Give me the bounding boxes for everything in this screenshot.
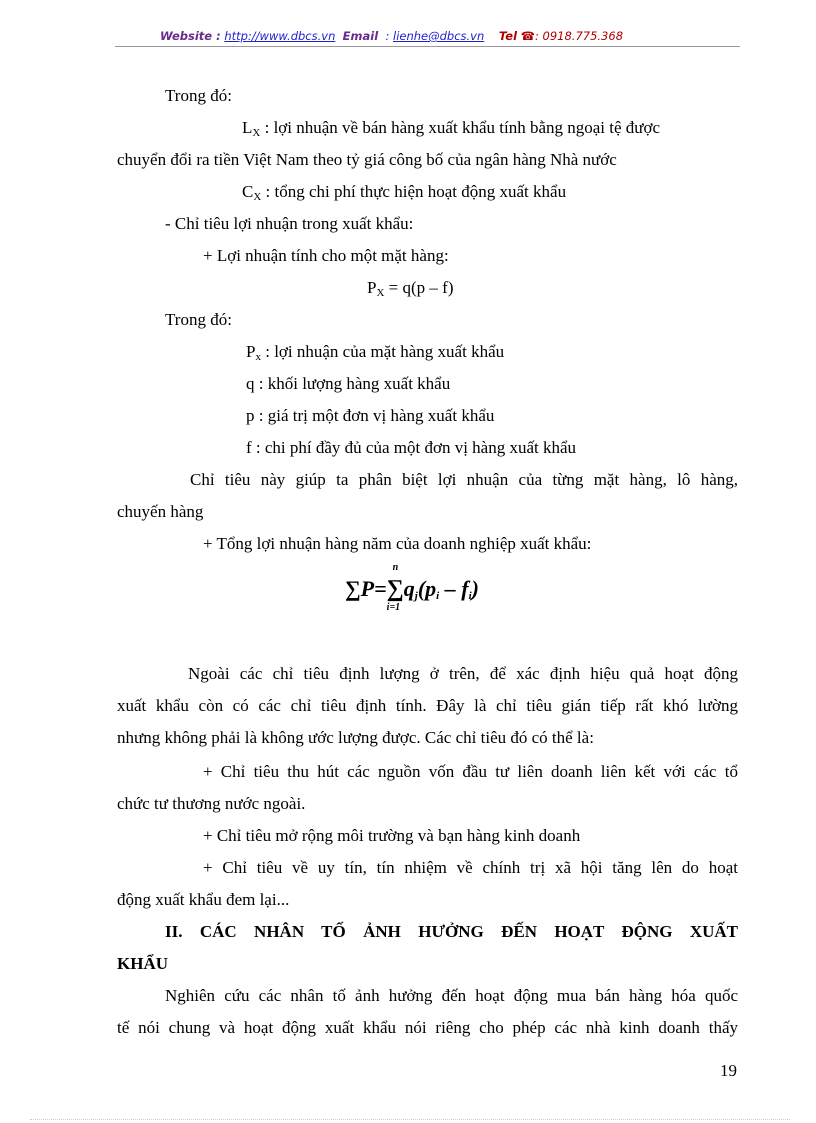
item3-line2: động xuất khẩu đem lại... [117,890,290,909]
para2-line1: Ngoài các chỉ tiêu định lượng ở trên, để xác định hiệu quả hoạt động [188,664,738,683]
lx-text: : lợi nhuận về bán hàng xuất khẩu tính bằng ngoại tệ được [260,118,661,137]
cx-subscript: X [253,191,262,203]
page-header [160,29,623,43]
sum-formula-q-sub: j [414,590,418,602]
px-formula-rhs: = q(p – f) [384,278,454,297]
cx-symbol: C [242,182,254,201]
sum-formula-lhs: ∑P= [345,576,387,601]
para2-line3: nhưng không phải là không ước lượng được. Các chỉ tiêu đó có thể là: [117,728,594,747]
item1-line2: chức tư thương nước ngoài. [117,794,306,813]
website-link[interactable]: http://www.dbcs.vn [224,29,336,43]
para1-line1: Chỉ tiêu này giúp ta phân biệt lợi nhuận của từng mặt hàng, lô hàng, [190,470,738,489]
p-definition: p : giá trị một đơn vị hàng xuất khẩu [246,406,495,425]
lx-definition-cont: chuyển đổi ra tiền Việt Nam theo tỷ giá công bố của ngân hàng Nhà nước [117,150,617,169]
website-label: Website : [160,29,221,43]
section-heading-line2: KHẨU [117,954,168,973]
cx-text: : tổng chi phí thực hiện hoạt động xuất khẩu [261,182,567,201]
tong-loinhuan: + Tổng lợi nhuận hàng năm của doanh nghiệp xuất khẩu: [203,534,592,553]
px-definition [246,342,504,367]
trong-do-2: Trong đó: [165,310,232,329]
px-formula-symbol: P [367,278,377,297]
item2: + Chỉ tiêu mở rộng môi trường và bạn hàng kinh doanh [203,826,581,845]
email-separator: : [385,29,390,43]
q-definition: q : khối lượng hàng xuất khẩu [246,374,451,393]
lx-definition [242,118,660,143]
phone-icon: ☎ [520,29,535,43]
page-number: 19 [720,1061,737,1080]
sum-formula-sigma: ∑ [386,576,404,602]
cx-definition [242,182,566,207]
tel-value: : 0918.775.368 [535,29,624,43]
px-symbol: P [246,342,256,361]
px-subscript: x [255,351,261,363]
sum-formula-f-sub: i [468,590,472,602]
para1-line2: chuyến hàng [117,502,204,521]
sum-formula [345,562,479,613]
tel-label: Tel [498,29,518,43]
sum-formula-close: ) [471,576,479,601]
loinhuan-mathang: + Lợi nhuận tính cho một mặt hàng: [203,246,449,265]
item3-line1: + Chỉ tiêu về uy tín, tín nhiệm về chính trị xã hội tăng lên do hoạt [203,858,738,877]
email-link[interactable]: lienhe@dbcs.vn [393,29,485,43]
bottom-divider [30,1119,790,1120]
sum-formula-upper: n [392,562,399,573]
f-definition: f : chi phí đầy đủ của một đơn vị hàng xuất khẩu [246,438,577,457]
para2-line2: xuất khẩu còn có các chỉ tiêu định tính. Đây là chỉ tiêu gián tiếp rất khó lường [117,696,738,715]
section-heading-line1: II. CÁC NHÂN TỐ ẢNH HƯỞNG ĐẾN HOẠT ĐỘNG XUẤT [165,922,738,941]
px-formula [367,278,454,303]
sum-formula-minus: – f [439,576,469,601]
email-label: Email [342,29,379,43]
para3-line2: tế nói chung và hoạt động xuất khẩu nói riêng cho phép các nhà kinh doanh thấy [117,1018,738,1037]
para3-line1: Nghiên cứu các nhân tố ảnh hưởng đến hoạt động mua bán hàng hóa quốc [165,986,738,1005]
px-text: : lợi nhuận của mặt hàng xuất khẩu [260,342,505,361]
lx-subscript: X [252,127,261,139]
chitieu-heading: - Chỉ tiêu lợi nhuận trong xuất khẩu: [165,214,414,233]
px-formula-subscript: X [376,287,385,299]
sum-formula-q: q [403,576,415,601]
sum-formula-lower: i=1 [386,602,401,613]
sum-formula-paren: (p [417,576,437,601]
item1-line1: + Chỉ tiêu thu hút các nguồn vốn đầu tư liên doanh liên kết với các tổ [203,762,738,781]
trong-do-1: Trong đó: [165,86,232,105]
header-divider [115,46,740,47]
sum-formula-p-sub: i [436,590,440,602]
lx-symbol: L [242,118,253,137]
